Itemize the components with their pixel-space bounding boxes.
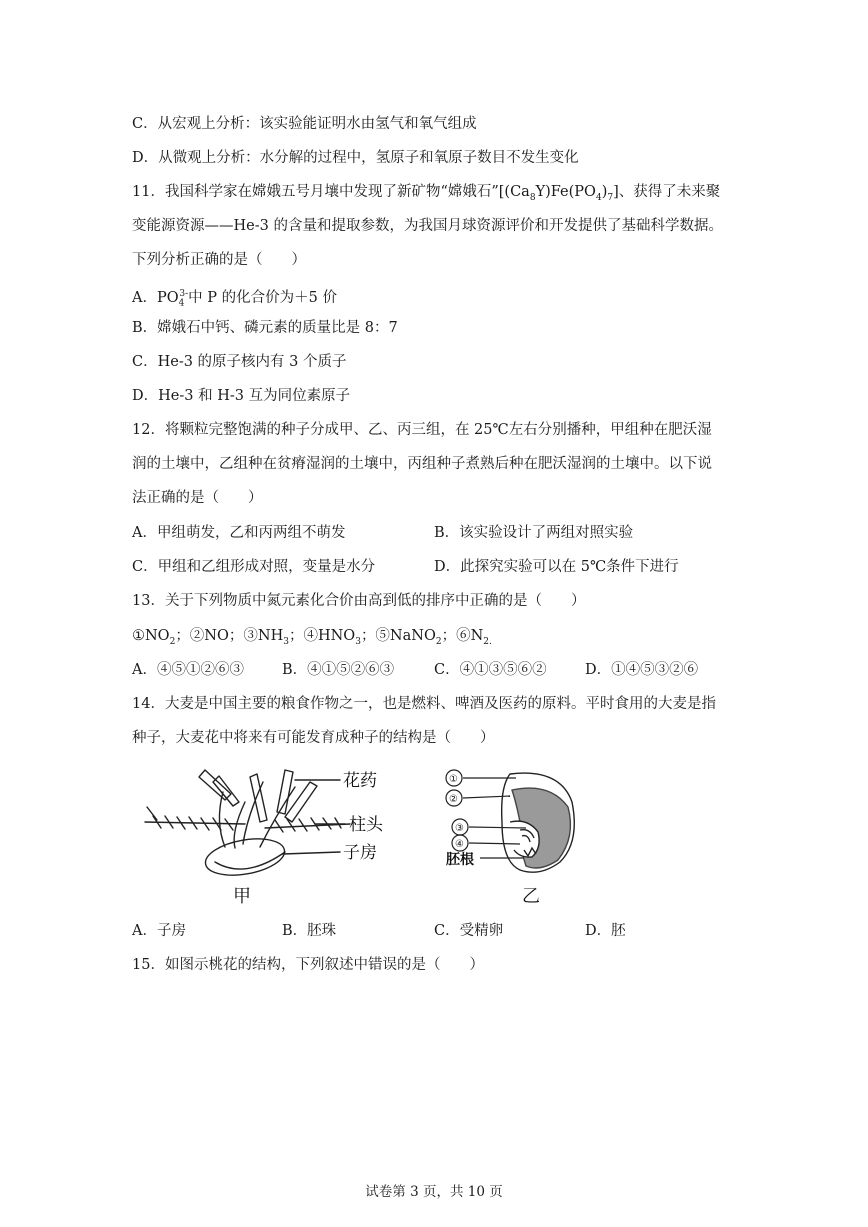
label-anther: 花药 — [343, 771, 377, 791]
q11-stem-line2: 变能源资源——He-3 的含量和提取参数，为我国月球资源评价和开发提供了基础科学数据。 — [132, 218, 723, 234]
q13-option-c: C．④①③⑤⑥② — [434, 662, 547, 678]
barley-seed-figure — [440, 762, 590, 912]
q12-option-a: A．甲组萌发，乙和丙两组不萌发 — [132, 525, 346, 541]
label-radicle: 胚根 — [446, 852, 474, 868]
q12-option-b: B．该实验设计了两组对照实验 — [434, 525, 634, 541]
label-ovary: 子房 — [343, 843, 377, 863]
q12-option-d: D．此探究实验可以在 5℃条件下进行 — [434, 559, 679, 575]
q11-option-a: A．$PO_4^{3-}$中 P 的化合价为＋5 价 — [132, 289, 337, 309]
q13-stem: 13．关于下列物质中氮元素化合价由高到低的排序中正确的是（ ） — [132, 593, 586, 609]
page-footer: 试卷第 3 页，共 10 页 — [365, 1184, 503, 1200]
q11-option-c: C．He-3 的原子核内有 3 个质子 — [132, 354, 347, 370]
q13-items: $①NO_2$；②NO；$③NH_3$；$④HNO_3$；⑤NaNO$_2$；$⑥N_{2.}$ — [132, 628, 492, 647]
q12-stem-line3: 法正确的是（ ） — [132, 490, 263, 506]
q13-option-a: A．④⑤①②⑥③ — [132, 662, 244, 678]
q11-stem-line1: 11．我国科学家在嫦娥五号月壤中发现了新矿物“嫦娥石$”[(Ca_8Y)Fe(PO_4)_7]$、获得了未来聚 — [132, 184, 721, 203]
q12-stem-line2: 润的土壤中，乙组种在贫瘠湿润的土壤中，丙组种子煮熟后种在肥沃湿润的土壤中。以下说 — [132, 456, 712, 472]
q13-option-b: B．④①⑤②⑥③ — [282, 662, 395, 678]
q12-option-c: C．甲组和乙组形成对照，变量是水分 — [132, 559, 376, 575]
q10-option-d: D．从微观上分析：水分解的过程中，氢原子和氧原子数目不发生变化 — [132, 150, 579, 166]
q12-stem-line1: 12．将颗粒完整饱满的种子分成甲、乙、丙三组，在 25℃左右分别播种，甲组种在肥沃湿 — [132, 422, 712, 438]
q11-option-d: D．He-3 和 H-3 互为同位素原子 — [132, 388, 351, 404]
q13-option-d: D．①④⑤③②⑥ — [585, 662, 699, 678]
q10-option-c: C．从宏观上分析：该实验能证明水由氢气和氧气组成 — [132, 116, 477, 132]
caption-yi: 乙 — [522, 886, 540, 907]
barley-flower-figure — [135, 762, 395, 912]
label-2: ② — [449, 794, 458, 805]
label-4: ④ — [455, 839, 464, 850]
label-stigma: 柱头 — [349, 815, 383, 835]
q11-option-b: B．嫦娥石中钙、磷元素的质量比是 8：7 — [132, 320, 398, 336]
q14-stem-line1: 14．大麦是中国主要的粮食作物之一，也是燃料、啤酒及医药的原料。平时食用的大麦是指 — [132, 696, 716, 712]
q14-stem-line2: 种子，大麦花中将来有可能发育成种子的结构是（ ） — [132, 730, 495, 746]
q14-option-c: C．受精卵 — [434, 923, 504, 939]
q14-option-a: A．子房 — [132, 923, 186, 939]
label-3: ③ — [455, 823, 464, 834]
label-1: ① — [449, 774, 458, 785]
q14-option-d: D．胚 — [585, 923, 626, 939]
caption-jia: 甲 — [233, 886, 251, 907]
q11-stem-line3: 下列分析正确的是（ ） — [132, 252, 306, 268]
q14-option-b: B．胚珠 — [282, 923, 337, 939]
q15-stem: 15．如图示桃花的结构，下列叙述中错误的是（ ） — [132, 957, 484, 973]
